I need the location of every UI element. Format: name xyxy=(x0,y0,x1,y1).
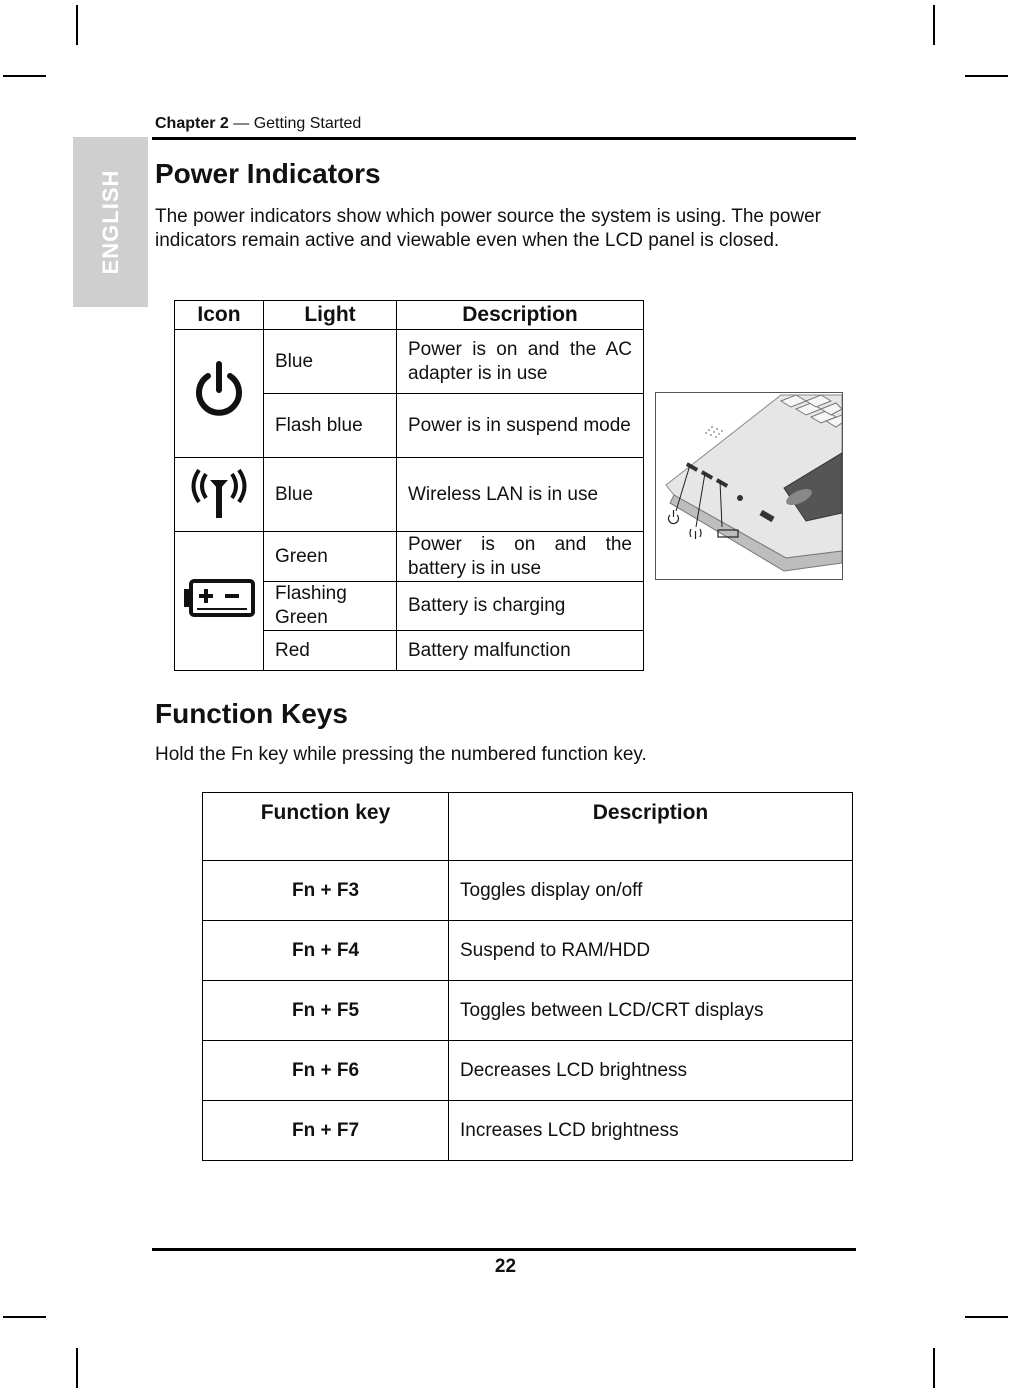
description-cell: Power is in suspend mode xyxy=(397,394,644,458)
light-cell: Blue xyxy=(264,458,397,532)
wireless-icon xyxy=(186,464,252,520)
crop-mark xyxy=(3,1316,46,1318)
light-cell: Red xyxy=(264,631,397,671)
crop-mark xyxy=(965,1316,1008,1318)
laptop-indicator-lights-illustration xyxy=(655,392,843,580)
running-header xyxy=(155,115,361,133)
function-key-cell: Fn + F3 xyxy=(203,861,449,921)
description-cell: Battery malfunction xyxy=(397,631,644,671)
description-cell: Increases LCD brightness xyxy=(449,1101,853,1161)
table-header-row xyxy=(203,793,853,861)
description-cell: Battery is charging xyxy=(397,582,644,631)
crop-mark xyxy=(933,1348,935,1388)
light-cell: Flash blue xyxy=(264,394,397,458)
chapter-title: — Getting Started xyxy=(228,115,362,132)
crop-mark xyxy=(3,75,46,77)
description-cell: Suspend to RAM/HDD xyxy=(449,921,853,981)
power-section-title: Power Indicators xyxy=(155,158,381,189)
description-cell: Toggles between LCD/CRT displays xyxy=(449,981,853,1041)
chapter-label: Chapter 2 xyxy=(155,115,229,132)
language-side-tab xyxy=(73,137,148,307)
description-cell: Power is on and the battery is in use xyxy=(397,532,644,582)
power-section-intro: The power indicators show which power source the system is using. The power indicators remain active and viewable even when the LCD panel is closed. xyxy=(155,206,822,251)
page-number: 22 xyxy=(494,1256,517,1277)
table-row xyxy=(203,861,853,921)
power-icon xyxy=(191,360,247,422)
power-indicators-table xyxy=(174,300,644,671)
header-light: Light xyxy=(264,301,397,330)
function-key-cell: Fn + F4 xyxy=(203,921,449,981)
description-cell: Wireless LAN is in use xyxy=(397,458,644,532)
battery-icon-cell xyxy=(175,532,264,671)
description-cell: Decreases LCD brightness xyxy=(449,1041,853,1101)
table-row xyxy=(175,330,644,394)
table-row xyxy=(203,921,853,981)
light-cell: Green xyxy=(264,532,397,582)
function-key-cell: Fn + F7 xyxy=(203,1101,449,1161)
header-icon: Icon xyxy=(175,301,264,330)
table-header-row xyxy=(175,301,644,330)
description-cell: Power is on and the AC adapter is in use xyxy=(397,330,644,394)
crop-mark xyxy=(933,5,935,45)
crop-mark xyxy=(76,1348,78,1388)
table-row xyxy=(203,981,853,1041)
function-section-title: Function Keys xyxy=(155,698,348,729)
language-label: ENGLISH xyxy=(97,169,123,275)
description-cell: Toggles display on/off xyxy=(449,861,853,921)
battery-icon xyxy=(181,576,257,620)
header-function-key: Function key xyxy=(203,793,449,861)
crop-mark xyxy=(965,75,1008,77)
light-cell: Blue xyxy=(264,330,397,394)
table-row xyxy=(175,532,644,582)
function-key-cell: Fn + F5 xyxy=(203,981,449,1041)
power-icon-cell xyxy=(175,330,264,458)
table-row xyxy=(175,458,644,532)
function-key-cell: Fn + F6 xyxy=(203,1041,449,1101)
header-rule xyxy=(152,137,856,140)
function-keys-table xyxy=(202,792,853,1161)
wireless-icon-cell xyxy=(175,458,264,532)
table-row xyxy=(203,1101,853,1161)
crop-mark xyxy=(76,5,78,45)
function-section-intro: Hold the Fn key while pressing the numbered function key. xyxy=(155,744,647,765)
footer-rule xyxy=(152,1248,856,1251)
header-description: Description xyxy=(449,793,853,861)
header-description: Description xyxy=(397,301,644,330)
table-row xyxy=(203,1041,853,1101)
light-cell: Flashing Green xyxy=(264,582,397,631)
